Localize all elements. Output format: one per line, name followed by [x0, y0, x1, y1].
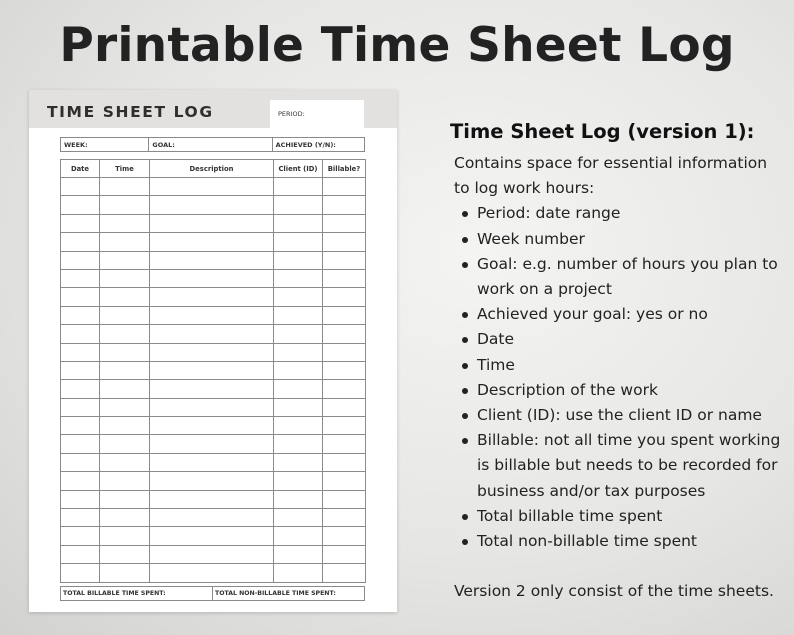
table-cell [100, 435, 150, 453]
table-cell [100, 306, 150, 324]
column-header-date: Date [61, 160, 100, 178]
list-item: Total billable time spent [460, 504, 785, 529]
table-cell [100, 527, 150, 545]
table-cell [100, 196, 150, 214]
table-row [61, 545, 366, 563]
table-cell [150, 380, 274, 398]
table-cell [323, 251, 366, 269]
time-sheet-preview [29, 90, 397, 612]
table-cell [100, 472, 150, 490]
table-row [61, 527, 366, 545]
list-item: Time [460, 353, 785, 378]
table-cell [150, 509, 274, 527]
table-cell [323, 564, 366, 582]
table-cell [323, 306, 366, 324]
table-row [61, 343, 366, 361]
table-cell [274, 564, 323, 582]
table-cell [274, 398, 323, 416]
table-cell [61, 564, 100, 582]
period-field [270, 100, 364, 128]
table-cell [61, 417, 100, 435]
table-cell [150, 196, 274, 214]
table-row [61, 472, 366, 490]
table-cell [274, 196, 323, 214]
bullet-icon [462, 262, 468, 268]
table-cell [323, 545, 366, 563]
table-cell [323, 527, 366, 545]
bullet-icon [462, 514, 468, 520]
table-header-row [61, 160, 366, 178]
table-cell [274, 417, 323, 435]
table-cell [274, 472, 323, 490]
bullet-icon [462, 413, 468, 419]
table-cell [61, 196, 100, 214]
table-cell [100, 325, 150, 343]
bullet-icon [462, 388, 468, 394]
info-row [60, 137, 365, 152]
table-cell [100, 178, 150, 196]
table-cell [274, 251, 323, 269]
table-cell [150, 269, 274, 287]
table-cell [100, 233, 150, 251]
table-cell [61, 288, 100, 306]
table-cell [150, 178, 274, 196]
table-cell [150, 214, 274, 232]
table-cell [61, 325, 100, 343]
achieved-field: ACHIEVED (Y/N): [275, 141, 336, 149]
total-non-billable-field: TOTAL NON-BILLABLE TIME SPENT: [215, 590, 336, 597]
table-cell [323, 453, 366, 471]
table-cell [100, 453, 150, 471]
list-item: Goal: e.g. number of hours you plan to work on a project [460, 252, 785, 302]
log-table [60, 159, 366, 583]
table-row [61, 178, 366, 196]
table-cell [323, 380, 366, 398]
table-cell [274, 325, 323, 343]
table-cell [274, 288, 323, 306]
table-cell [61, 398, 100, 416]
table-cell [274, 453, 323, 471]
bullet-icon [462, 312, 468, 318]
bullet-icon [462, 438, 468, 444]
table-cell [150, 251, 274, 269]
feature-list [450, 201, 785, 554]
table-row [61, 398, 366, 416]
table-cell [274, 435, 323, 453]
table-cell [150, 233, 274, 251]
table-cell [150, 472, 274, 490]
table-row [61, 233, 366, 251]
table-cell [100, 214, 150, 232]
list-item: Client (ID): use the client ID or name [460, 403, 785, 428]
table-row [61, 453, 366, 471]
list-item: Billable: not all time you spent working is billable but needs to be recorded for business and/or tax purposes [460, 428, 785, 504]
table-cell [274, 343, 323, 361]
week-field: WEEK: [61, 138, 149, 151]
table-row [61, 306, 366, 324]
description-intro: Contains space for essential information to log work hours: [454, 154, 768, 198]
table-cell [150, 398, 274, 416]
table-cell [274, 178, 323, 196]
table-cell [100, 417, 150, 435]
table-cell [323, 288, 366, 306]
table-cell [150, 306, 274, 324]
table-cell [323, 178, 366, 196]
bullet-icon [462, 363, 468, 369]
table-cell [150, 564, 274, 582]
description-panel [450, 120, 785, 554]
table-cell [61, 269, 100, 287]
table-cell [323, 196, 366, 214]
table-cell [61, 251, 100, 269]
table-cell [150, 453, 274, 471]
table-cell [323, 325, 366, 343]
bullet-icon [462, 211, 468, 217]
table-cell [323, 233, 366, 251]
column-header-description: Description [150, 160, 274, 178]
table-cell [274, 490, 323, 508]
table-row [61, 288, 366, 306]
table-cell [61, 178, 100, 196]
table-cell [61, 435, 100, 453]
table-cell [150, 417, 274, 435]
table-cell [61, 509, 100, 527]
table-cell [150, 435, 274, 453]
table-cell [61, 453, 100, 471]
table-cell [100, 398, 150, 416]
table-cell [274, 233, 323, 251]
table-cell [274, 545, 323, 563]
table-row [61, 490, 366, 508]
table-row [61, 564, 366, 582]
table-cell [274, 269, 323, 287]
table-cell [150, 325, 274, 343]
total-billable-field: TOTAL BILLABLE TIME SPENT: [61, 587, 213, 600]
list-item: Achieved your goal: yes or no [460, 302, 785, 327]
table-cell [274, 306, 323, 324]
table-cell [100, 269, 150, 287]
log-table-body [61, 178, 366, 583]
list-item: Description of the work [460, 378, 785, 403]
table-cell [150, 343, 274, 361]
bullet-icon [462, 237, 468, 243]
table-cell [150, 490, 274, 508]
table-row [61, 196, 366, 214]
table-cell [100, 288, 150, 306]
table-cell [150, 545, 274, 563]
table-cell [61, 214, 100, 232]
table-cell [100, 509, 150, 527]
table-row [61, 417, 366, 435]
table-cell [100, 490, 150, 508]
table-cell [150, 288, 274, 306]
table-cell [323, 214, 366, 232]
description-heading: Time Sheet Log (version 1): [450, 120, 755, 143]
table-cell [274, 509, 323, 527]
totals-row [60, 586, 365, 601]
column-header-client: Client (ID) [274, 160, 323, 178]
table-cell [100, 545, 150, 563]
table-cell [323, 490, 366, 508]
table-cell [323, 361, 366, 379]
list-item: Date [460, 327, 785, 352]
table-row [61, 361, 366, 379]
table-cell [61, 233, 100, 251]
table-cell [323, 435, 366, 453]
table-cell [61, 472, 100, 490]
table-cell [150, 361, 274, 379]
table-cell [61, 490, 100, 508]
table-cell [100, 361, 150, 379]
table-cell [323, 343, 366, 361]
table-cell [323, 269, 366, 287]
table-row [61, 325, 366, 343]
table-cell [323, 472, 366, 490]
table-cell [150, 527, 274, 545]
table-cell [274, 527, 323, 545]
table-cell [61, 343, 100, 361]
table-cell [100, 343, 150, 361]
bullet-icon [462, 539, 468, 545]
table-row [61, 435, 366, 453]
sheet-header [29, 90, 397, 128]
version-note: Version 2 only consist of the time sheets. [454, 582, 774, 600]
table-cell [61, 527, 100, 545]
table-cell [61, 545, 100, 563]
table-cell [323, 398, 366, 416]
table-row [61, 214, 366, 232]
table-cell [100, 251, 150, 269]
sheet-title: TIME SHEET LOG [47, 103, 214, 121]
table-cell [61, 361, 100, 379]
table-cell [100, 564, 150, 582]
table-row [61, 251, 366, 269]
page-title: Printable Time Sheet Log [59, 18, 735, 73]
table-cell [61, 380, 100, 398]
table-cell [274, 380, 323, 398]
table-cell [61, 306, 100, 324]
list-item: Week number [460, 227, 785, 252]
table-row [61, 269, 366, 287]
table-cell [274, 361, 323, 379]
column-header-time: Time [100, 160, 150, 178]
table-cell [323, 417, 366, 435]
table-cell [323, 509, 366, 527]
table-row [61, 509, 366, 527]
list-item: Total non-billable time spent [460, 529, 785, 554]
table-cell [100, 380, 150, 398]
column-header-billable: Billable? [323, 160, 366, 178]
table-row [61, 380, 366, 398]
period-label: PERIOD: [278, 110, 305, 118]
bullet-icon [462, 337, 468, 343]
goal-field: GOAL: [149, 138, 272, 151]
table-cell [274, 214, 323, 232]
list-item: Period: date range [460, 201, 785, 226]
